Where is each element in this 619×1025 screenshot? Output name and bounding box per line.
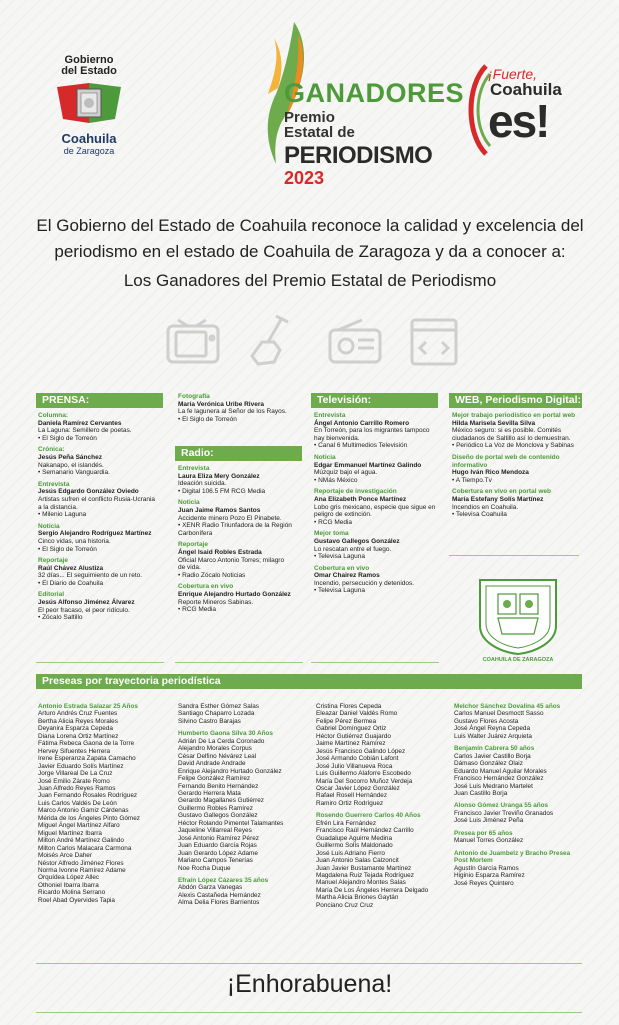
honoree-name: Jorge Villareal De La Cruz [38,770,113,778]
honoree-name: Héctor Rolando Pimentel Talamantes [178,819,284,827]
honoree-name: Juan Eduardo García Rojas [178,842,257,850]
presea-group: Rosendo Guerrero Carlos 40 Años Efrén Lira Fernández Francisco Raúl Hernández Carrillo Guadalupe Aguirre Medina Guillermo Solís Maldonado José Luis Adriano Fierro Juan Antonio Salas Calzoncit Juan Javier Bustamante Martínez Magdalena Ruiz Tejada Rodríguez Manuel Alejandro Montes Salas María De Los Ángeles Herrera Delgado Martha Alicia Briones Gaytán Ponciano Cruz Cruz [316,812,448,909]
honoree-name: Gabriel Domínguez Ortiz [316,725,387,733]
honoree-name: Milton Carlos Malacara Carmona [38,844,132,852]
intro-subtitle: Los Ganadores del Premio Estatal de Periodismo [123,271,497,290]
honoree-name: Luis Carlos Valdés De León [38,799,117,807]
honoree-name: José Luis Medrano Martelet [454,782,533,790]
title-ganadores: GANADORES [284,78,465,108]
government-logo-subtitle: de Zaragoza [63,146,115,156]
section-heading-preseas: Preseas por trayectoria periodística [36,674,582,689]
honoree-name: Ponciano Cruz Cruz [316,901,374,909]
honoree-name: José Antonio Ramírez Pérez [178,834,259,842]
honoree-name: Efrén Lira Fernández [316,819,377,827]
honoree-name: Juan Gerardo López Adame [178,849,258,857]
honoree-name: Diana Lorena Ortiz Martínez [38,732,119,740]
honoree-name: Cristina Flores Cepeda [316,703,382,710]
honoree-name: Gustavo Gallegos González [178,812,258,820]
award-entry: Noticia Sergio Alejandro Rodríguez Martínez Cinco vidas, una historia. • El Siglo de Torreón [38,522,152,553]
preseas-column-4 [454,703,584,892]
award-entry: Noticia Juan Jaime Ramos Santos Accidente minero Pozo El Pinabete. • XENR Radio Triunfadora de la Región Carbonífera [178,499,292,537]
web-code-icon [412,320,456,364]
fotografia-entry: Fotografía María Verónica Uribe Rivera La fe lagunera al Señor de los Rayos. • El Siglo de Torreón [178,393,287,423]
honoree-name: Felipe Pérez Bermea [316,717,377,725]
honoree-name: Felipe González Ramírez [178,775,251,783]
honoree-name: Abdón Garza Vanegas [178,884,243,892]
award-entry: Entrevista Ángel Antonio Carrillo Romero En Torreón, para los migrantes tampoco hay bienvenida. • Canal 6 Multimedios Televisión [314,412,430,450]
section-heading-radio: Radio: [175,446,302,461]
honoree-name: Manuel Torres González [454,837,524,845]
honoree-name: Alma Delia Flores Barrientos [178,899,260,907]
honoree-name: Guillermo Solís Maldonado [316,842,393,850]
award-entry: Reportaje Raúl Chávez Alustiza 32 días... El seguimiento de un reto. • El Diario de Coahuila [38,557,143,587]
honoree-name: Othoniel Ibarra Ibarra [38,881,99,889]
honoree-name: Hervey Sifuentes Herrera [38,747,111,755]
fuerte-coahuila-logo [462,60,592,160]
footer-divider [36,963,582,964]
honoree-name: Miguel Ángel Martínez Alfaro [38,822,120,830]
honoree-name: José Ángel Reyna Cepeda [454,725,531,733]
column-divider [36,662,164,663]
honoree-name: Eleazar Daniel Valdés Romo [316,710,398,718]
honoree-name: Dámaso González Olaiz [454,760,523,768]
honoree-name: Francisco Hernández González [454,775,544,783]
section-heading-prensa: PRENSA: [36,393,163,408]
honoree-name: Juan Castillo Borja [454,789,508,797]
honoree-name: Oscar Javier López González [316,784,400,792]
honoree-name: Gustavo Flores Acosta [454,717,519,725]
presea-group: Presea por 65 años Manuel Torres González [454,830,584,845]
government-logo [34,55,144,165]
award-entry: Diseño de portal web de contenido informativo Hugo Iván Rico Mendoza • A Tiempo.Tv [452,453,560,484]
honoree-name: Fernando Benito Hernández [178,782,259,790]
honoree-name: Guillermo Robles Ramírez [178,804,253,812]
award-entry: Reportaje de investigación Ana Elizabeth Ponce Martínez Lobo gris mexicano, especie que sigue en peligro de extinción. • RCG Media [314,488,436,526]
presea-group: Alonso Gómez Uranga 55 años Francisco Javier Treviño Granados José Luis Jiménez Peña [454,802,584,824]
column-divider [449,555,579,556]
honoree-name: Milton André Martínez Galindo [38,837,124,845]
honoree-name: Luis Walter Juárez Arquieta [454,732,532,740]
presea-group [178,703,306,725]
coahuila-text: Coahuila [490,80,562,99]
honoree-name: David Andrade Andrade [178,760,246,768]
honoree-name: Carlos Manuel Desmoctt Sasso [454,710,544,718]
honoree-name: Eduardo Manuel Aguilar Morales [454,767,547,775]
honoree-name: Adrián De La Cerda Coronado [178,737,265,745]
enhorabuena-heading: ¡Enhorabuena! [226,970,393,998]
award-title-block [246,18,465,193]
presea-group: Antonio de Juambelz y Bracho Presea Post Mortem Agustín García Ramos Higinio Esparza Ramírez José Reyes Quintero [454,850,584,887]
honoree-name: Agustín García Ramos [454,864,519,872]
honoree-name: Mérida de los Ángeles Pinto Gómez [38,814,140,822]
honoree-name: María Del Socorro Muñoz Verdeja [316,777,413,785]
honoree-name: Manuel Alejandro Montes Salas [316,879,406,887]
honoree-name: Juan Fernando Rosales Rodríguez [38,792,138,800]
preseas-column-2 [178,703,306,912]
award-entry: Entrevista Laura Eliza Mery González Ideación suicida. • Digital 106.5 FM RCG Media [178,465,266,495]
award-entry: Columna: Daniela Ramírez Cervantes La Laguna: Semillero de poetas. • El Siglo de Torreón [38,412,132,442]
footer-divider [36,1012,582,1013]
title-periodismo: PERIODISMO [284,142,433,169]
award-entry: Mejor trabajo periodístico en portal web Hilda Marisela Sevilla Silva México seguro: si es posible. Comités ciudadanos de Saltillo así lo demuestran. • Periódico La Voz de Monclova y Sabinas [452,412,576,450]
state-coat-of-arms-icon [53,81,125,125]
prensa-column [38,412,166,626]
award-entry: Cobertura en vivo en portal web María Estefany Solís Martínez Incendios en Coahuila. • Televisa Coahuila [452,488,551,519]
honoree-name: José Armando Cobián Lafont [316,755,399,763]
honoree-name: Mariano Campos Tenerías [178,857,253,865]
honoree-name: Javier Eduardo Solís Martínez [38,762,124,770]
honoree-name: Enrique Alejandro Hurtado González [178,767,282,775]
honoree-name: Noe Rocha Duque [178,864,231,872]
honoree-name: Santiago Chaparro Lozada [178,710,255,718]
honoree-name: Alexis Castañeda Hernández [178,891,261,899]
title-premio: Premio Estatal de [284,109,355,141]
es-text: es! [488,95,549,147]
honoree-name: José Luis Jiménez Peña [454,817,524,825]
honoree-name: Ramiro Ortiz Rodríguez [316,799,384,807]
honoree-name: Jaqueline Villarreal Reyes [178,827,252,835]
section-heading-television: Televisión: [311,393,438,408]
media-icons-row [150,312,480,374]
award-entry: Cobertura en vivo Omar Chairez Ramos Incendio, persecución y detenidos. • Televisa Laguna [314,564,415,595]
honoree-name: Moisés Arce Daher [38,852,92,860]
honoree-name: José Reyes Quintero [454,879,514,887]
honoree-name: Juan Antonio Salas Calzoncit [316,857,399,865]
television-column [314,412,442,599]
honoree-name: Marco Antonio Gamiz Cárdenas [38,807,129,815]
presea-group: Melchor Sánchez Dovalina 45 años Carlos Manuel Desmoctt Sasso Gustavo Flores Acosta José Ángel Reyna Cepeda Luis Walter Juárez Arquieta [454,703,584,740]
honoree-name: Guadalupe Aguirre Medina [316,834,393,842]
honoree-name: Ricardo Molina Serrano [38,889,106,897]
award-entry: Mejor toma Gustavo Gallegos González Lo rescatan entre el fuego. • Televisa Laguna [314,530,400,561]
honoree-name: María De Los Ángeles Herrera Delgado [316,886,429,894]
radio-icon [330,320,380,362]
honoree-name: José Emilio Zárate Romo [38,777,110,785]
preseas-column-3 [316,703,448,914]
honoree-name: Néstor Alfredo Jiménez Flores [38,859,124,867]
honoree-name: Rafael Rosell Hernández [316,792,388,800]
award-entry: Editorial Jesús Alfonso Jiménez Álvarez El peor fracaso, el peor ridículo. • Zócalo Saltillo [38,591,135,622]
honoree-name: José Luis Adriano Fierro [316,849,385,857]
web-column [452,412,582,523]
honoree-name: Roel Abad Oyervides Tapia [38,896,115,904]
honoree-name: Gerardo Herrera Mata [178,789,241,797]
honoree-name: Luis Guillermo Alaforre Escobedo [316,770,411,778]
honoree-name: Juan Alfredo Reyes Ramos [38,784,116,792]
title-year: 2023 [284,168,325,188]
presea-group: Benjamín Cabrera 50 años Carlos Javier Castillo Borja Dámaso González Olaiz Eduardo Manuel Aguilar Morales Francisco Hernández González José Luis Medrano Martelet Juan Castillo Borja [454,745,584,797]
honoree-name: Martha Alicia Briones Gaytán [316,894,399,902]
honoree-name: Fátima Rebeca Gaona de la Torre [38,740,135,748]
fuerte-text: ¡Fuerte, [488,66,538,82]
honoree-name: Francisco Raúl Hernández Carrillo [316,827,414,835]
honoree-name: Bertha Alicia Reyes Morales [38,717,118,725]
honoree-name: Miguel Martínez Ibarra [38,829,102,837]
honoree-name: Orquídea López Allec [38,874,100,882]
honoree-name: César Delfino Névárez Leal [178,752,257,760]
honoree-name: Alejandro Morales Corpus [178,745,252,753]
honoree-name: Héctor Gutiérrez Guajardo [316,732,391,740]
honoree-name: Deyanira Esparza Cepeda [38,725,113,733]
honoree-name: Magdalena Ruiz Tejada Rodríguez [316,871,414,879]
section-heading-web: WEB, Periodismo Digital: [449,393,582,408]
honoree-name: Carlos Javier Castillo Borja [454,752,531,760]
honoree-name: Arturo Andrés Cruz Fuentes [38,710,118,718]
honoree-name: Jaime Martínez Ramírez [316,740,386,748]
honoree-name: Higinio Esparza Ramírez [454,872,525,880]
honoree-name: Irene Esperanza Zapata Camacho [38,755,136,763]
honoree-name: Jesús Francisco Galindo López [316,747,406,755]
hand-pen-icon [252,316,288,364]
presea-group: Antonio Estrada Salazar 25 Años Arturo Andrés Cruz Fuentes Bertha Alicia Reyes Morales Deyanira Esparza Cepeda Diana Lorena Ortiz Martínez Fátima Rebeca Gaona de la Torre Hervey Sifuentes Herrera Irene Esperanza Zapata Camacho Javier Eduardo Solís Martínez Jorge Villareal De La Cruz José Emilio Zárate Romo Juan Alfredo Reyes Ramos Juan Fernando Rosales Rodríguez Luis Carlos Valdés De León Marco Antonio Gamiz Cárdenas Mérida de los Ángeles Pinto Gómez Miguel Ángel Martínez Alfaro Miguel Martínez Ibarra Milton André Martínez Galindo Milton Carlos Malacara Carmona Moisés Arce Daher Néstor Alfredo Jiménez Flores Norma Ivonne Ramírez Adame Orquídea López Allec Othoniel Ibarra Ibarra Ricardo Molina Serrano Roel Abad Oyervides Tapia [38,703,166,904]
government-logo-heading: Gobierno del Estado [61,54,117,77]
column-divider [311,662,439,663]
presea-group: Humberto Gaona Silva 30 Años Adrián De La Cerda Coronado Alejandro Morales Corpus César Delfino Névárez Leal David Andrade Andrade Enrique Alejandro Hurtado González Felipe González Ramírez Fernando Benito Hernández Gerardo Herrera Mata Gerardo Magallanes Gutiérrez Guillermo Robles Ramírez Gustavo Gallegos González Héctor Rolando Pimentel Talamantes Jaqueline Villarreal Reyes José Antonio Ramírez Pérez Juan Eduardo García Rojas Juan Gerardo López Adame Mariano Campos Tenerías Noe Rocha Duque [178,730,306,872]
honoree-name: Francisco Javier Treviño Granados [454,809,554,817]
presea-group [316,703,448,807]
intro-paragraph: El Gobierno del Estado de Coahuila reconoce la calidad y excelencia del periodismo en el estado de Coahuila de Zaragoza y da a conocer a: [36,216,584,261]
seal-text: COAHUILA DE ZARAGOZA [482,657,554,663]
honoree-name: Silvino Castro Barajas [178,717,241,725]
coahuila-state-seal-icon [470,572,566,656]
honoree-name: Sandra Esther Gómez Salas [178,703,259,710]
column-divider [175,662,303,663]
preseas-column-1 [38,703,166,909]
television-icon [168,320,218,362]
honoree-name: Juan Javier Bustamante Martínez [316,864,412,872]
honoree-name: Gerardo Magallanes Gutiérrez [178,797,264,805]
government-logo-name: Coahuila [61,131,117,146]
honoree-name: José Julio Villanueva Roca [316,762,393,770]
radio-column [178,465,306,618]
award-entry: Entrevista Jesús Edgardo González Oviedo Artistas sufren el conflicto Rusia-Ucrania a la distancia. • Milenio Laguna [38,480,156,519]
award-entry: Crónica: Jesús Peña Sánchez Nakanapo, el islandés. • Semanario Vanguardia. [38,446,110,477]
award-entry: Cobertura en vivo Enrique Alejandro Hurtado González Reporte Mineros Sabinas. • RCG Media [178,583,291,614]
honoree-name: Norma Ivonne Ramírez Adame [38,866,126,874]
award-entry: Reportaje Ángel Isaid Robles Estrada Oficial Marco Antonio Torres; milagro de vida. • Radio Zócalo Noticias [178,541,285,579]
presea-group: Efraín López Cázares 35 años Abdón Garza Vanegas Alexis Castañeda Hernández Alma Delia Flores Barrientos [178,877,306,907]
award-entry: Noticia Edgar Emmanuel Martínez Galindo Múzquiz bajo el agua. • NMás México [314,453,422,484]
